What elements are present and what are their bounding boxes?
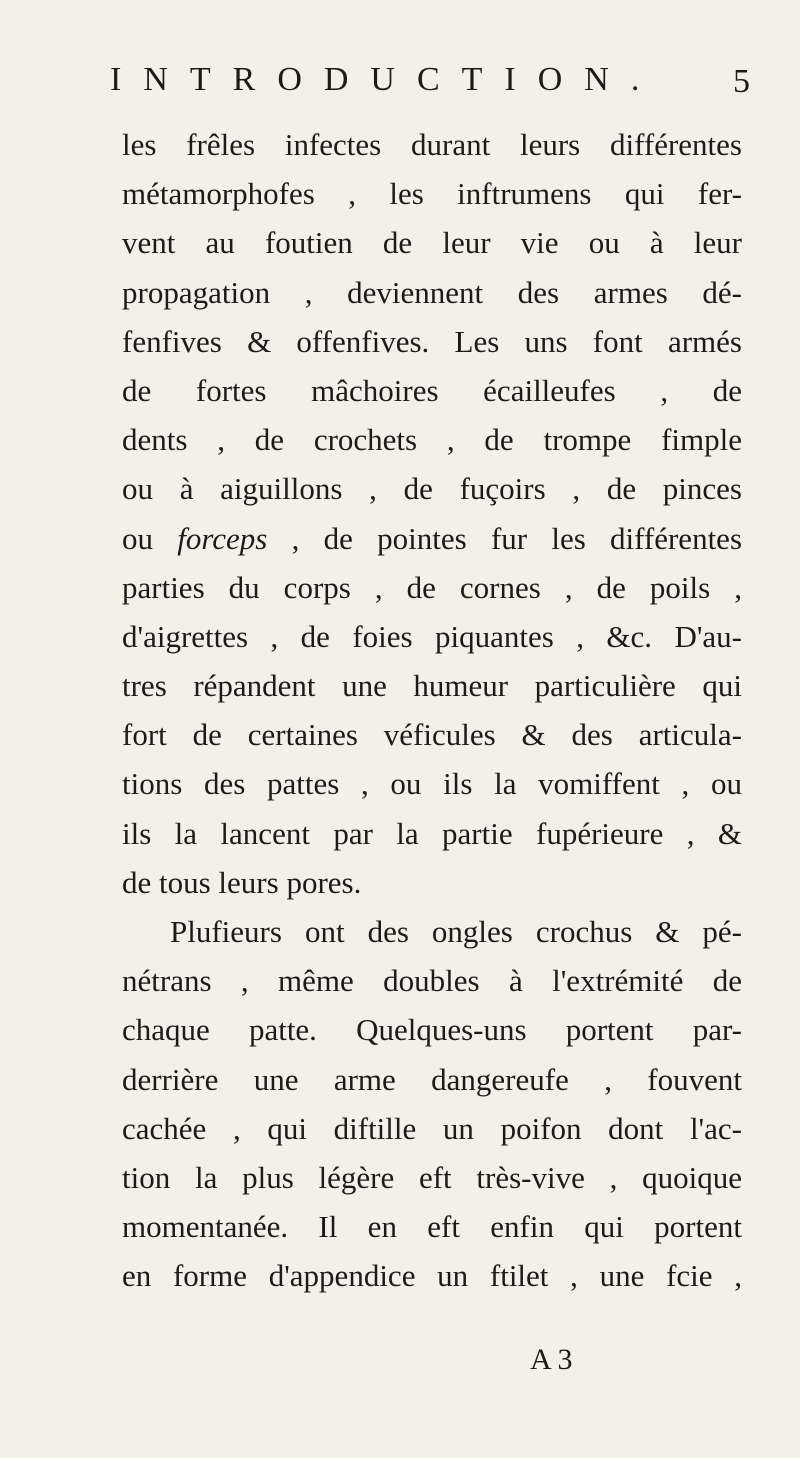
running-title: INTRODUCTION. [110,61,662,98]
italic-term: forceps [177,520,268,556]
text-line: en forme d'appendice un ftilet , une fcie , [122,1258,742,1294]
text-line: fenfives & offenfives. Les uns font armés [122,323,742,359]
text-line: de tous leurs pores. [122,864,362,900]
text-line: tions des pattes , ou ils la vomiffent , ou [122,766,742,802]
text-line: tres répandent une humeur particulière qui [122,668,742,704]
text-line: propagation , deviennent des armes dé- [122,274,742,310]
text-line: d'aigrettes , de foies piquantes , &c. D'au- [122,618,742,654]
text-line: parties du corps , de cornes , de poils , [122,569,742,605]
text-line: ou à aiguillons , de fuçoirs , de pinces [122,471,742,507]
text-line: de fortes mâchoires écailleufes , de [122,372,742,408]
signature-mark: A 3 [530,1343,573,1376]
text-line: Plufieurs ont des ongles crochus & pé- [170,914,742,949]
text-line: nétrans , même doubles à l'extrémité de [122,963,742,999]
text-line: vent au foutien de leur vie ou à leur [122,225,742,261]
text-line: fort de certaines véficules & des articula- [122,717,742,753]
text-line: dents , de crochets , de trompe fimple [122,422,742,458]
text-fragment: ou [122,520,178,556]
text-fragment: , de pointes fur les différentes [267,520,743,556]
text-line: cachée , qui diftille un poifon dont l'ac- [122,1110,742,1146]
page-number: 5 [733,63,750,100]
text-line [122,514,742,563]
text-line: métamorphofes , les inftrumens qui fer- [122,176,742,212]
page-header [110,52,750,112]
text-line: chaque patte. Quelques-uns portent par- [122,1012,742,1048]
text-line: ils la lancent par la partie fupérieure , & [122,815,742,851]
text-line: momentanée. Il en eft enfin qui portent [122,1209,742,1245]
text-line: tion la plus légère eft très-vive , quoique [122,1159,742,1195]
body-text [122,120,742,1301]
text-line: derrière une arme dangereufe , fouvent [122,1061,742,1097]
text-line: les frêles infectes durant leurs différentes [122,127,742,162]
